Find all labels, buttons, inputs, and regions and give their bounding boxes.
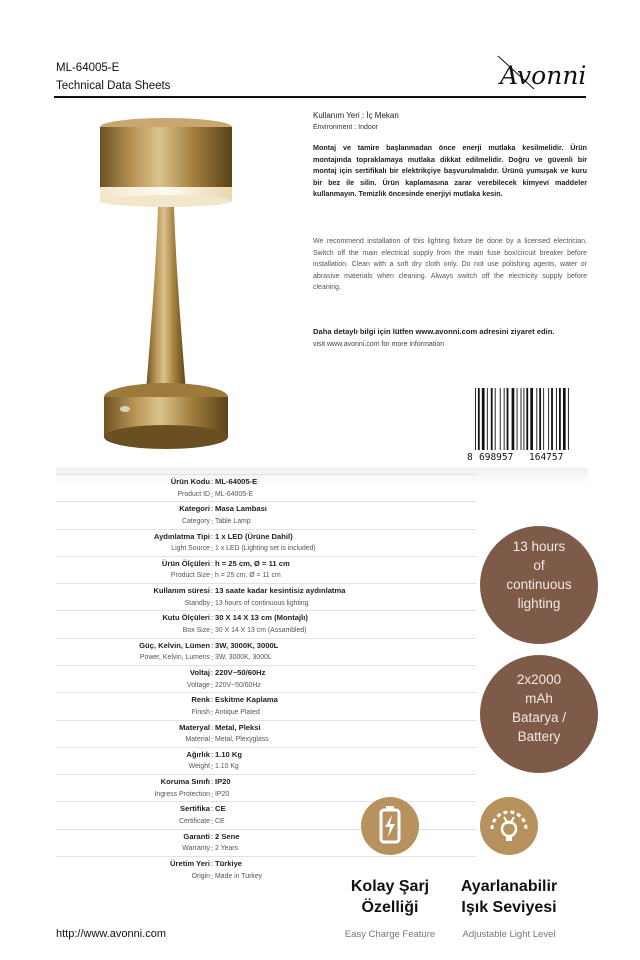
barcode-bar <box>517 388 518 450</box>
spec-label: Standby <box>184 599 210 607</box>
feature-title-charge <box>330 876 450 918</box>
badge-line: continuous <box>506 577 572 592</box>
spec-label: Category <box>182 517 210 525</box>
spec-label: Light Source <box>171 545 210 553</box>
spec-value: IP20 <box>215 790 230 798</box>
spec-label: Ürün Ölçüleri <box>161 558 210 568</box>
spec-colon: : <box>211 613 214 623</box>
spec-row <box>56 488 476 502</box>
spec-colon: : <box>211 871 214 881</box>
spec-value: Made in Turkey <box>215 872 263 880</box>
badge-line: Batarya / <box>511 710 567 725</box>
spec-colon: : <box>211 477 214 486</box>
spec-row <box>56 638 476 652</box>
spec-colon: : <box>211 598 214 608</box>
spec-value: Antique Plated <box>215 708 260 716</box>
spec-row <box>56 474 476 488</box>
barcode-bar <box>491 388 493 450</box>
barcode-bars <box>475 388 569 450</box>
spec-value: 30 X 14 X 13 cm (Montajlı) <box>215 613 308 623</box>
instructions-tr: Montaj ve tamire başlanmadan önce enerji mutlaka kesilmelidir. Ürün montajında topraklamaya mutlaka dikkat edilmelidir. Doğru ve güvenli bir montaj için sertifikalı bir elektrikçiye başvurulmalıdır. Ürünü yumuşak ve kuru bir bez ile silin. Ürün kaplamasına zarar verebilecek kimyevi maddeler kullanmayın. Temizlik öncesinde enerjiyi mutlaka kesin. <box>313 143 587 198</box>
spec-row <box>56 556 476 570</box>
spec-value: 220V~50/60Hz <box>215 667 266 677</box>
barcode-digits-right: 164757 <box>529 452 564 462</box>
barcode-bar <box>530 388 533 450</box>
environment-en: Environment : Indoor <box>313 124 378 131</box>
barcode-digit-first: 8 <box>467 452 473 462</box>
feature-subtitle-dimmer: Adjustable Light Level <box>462 929 556 940</box>
spec-colon: : <box>211 558 214 568</box>
spec-colon: : <box>211 667 214 677</box>
spec-colon: : <box>211 531 214 541</box>
spec-value: 13 saate kadar kesintisiz aydınlatma <box>215 586 346 596</box>
spec-row <box>56 760 476 774</box>
spec-value: Eskitme Kaplama <box>215 695 278 705</box>
spec-colon: : <box>211 516 214 526</box>
barcode-digits-left: 698957 <box>479 452 514 462</box>
feature-title-dimmer <box>448 876 570 918</box>
spec-label: Kategori <box>179 504 210 514</box>
spec-label: Renk <box>191 695 210 705</box>
barcode-bar <box>521 388 522 450</box>
barcode-bar <box>504 388 505 450</box>
spec-label: Box Size <box>182 627 210 635</box>
barcode-bar <box>487 388 488 450</box>
spec-label: Ağırlık <box>186 749 210 759</box>
spec-value: 1.10 Kg <box>215 749 243 759</box>
spec-label: Üretim Yeri <box>170 858 210 868</box>
spec-row <box>56 692 476 706</box>
spec-value: Türkiye <box>215 858 243 868</box>
more-info-tr: Daha detaylı bilgi için lütfen www.avonni.com adresini ziyaret edin. <box>313 327 555 336</box>
spec-row <box>56 679 476 693</box>
barcode <box>466 388 584 462</box>
spec-value: h = 25 cm, Ø = 11 cm <box>215 558 290 568</box>
spec-row <box>56 856 476 870</box>
badge-line: 2x2000 <box>516 672 562 687</box>
spec-colon: : <box>211 544 214 554</box>
spec-row <box>56 597 476 611</box>
spec-label: Materyal <box>179 722 210 732</box>
spec-label: Product Size <box>170 572 210 580</box>
spec-row <box>56 583 476 597</box>
spec-colon: : <box>211 844 214 854</box>
barcode-bar <box>543 388 544 450</box>
spec-row <box>56 665 476 679</box>
barcode-bar <box>512 388 515 450</box>
barcode-bar <box>482 388 485 450</box>
product-code: ML-64005-E <box>56 62 120 74</box>
spec-value: Metal, Pleksi <box>215 722 261 732</box>
product-image <box>82 110 250 456</box>
barcode-bar <box>526 388 528 450</box>
spec-value: CE <box>215 804 226 814</box>
barcode-bar <box>559 388 561 450</box>
spec-row <box>56 515 476 529</box>
spec-row <box>56 774 476 788</box>
spec-colon: : <box>211 626 214 636</box>
barcode-bar <box>495 388 496 450</box>
spec-row <box>56 529 476 543</box>
more-info-en: visit www.avonni.com for more information <box>313 341 445 348</box>
website-link[interactable]: http://www.avonni.com <box>56 928 167 940</box>
document-subtitle: Technical Data Sheets <box>56 80 171 92</box>
spec-label: Ingress Protection <box>154 790 210 798</box>
spec-value: 3W, 3000K, 3000L <box>215 654 272 662</box>
spec-colon: : <box>211 707 214 717</box>
feature-subtitle-charge: Easy Charge Feature <box>344 929 436 940</box>
battery-badge <box>480 655 598 773</box>
avonni-logo <box>494 52 588 94</box>
instructions-en: We recommend installation of this lighting fixture be done by a licensed electrician. Switch off the main electrical supply from the main fuse box/circuit breaker before installation. Clean with a soft dry cloth only. Do not use polishing agents, water or abrasive materials when cleaning. Always switch off the electricity supply before cleaning. <box>313 238 587 292</box>
spec-value: Table Lamp <box>215 517 251 525</box>
spec-colon: : <box>211 571 214 581</box>
spec-label: Kullanım süresi <box>153 586 210 596</box>
spec-label: Power, Kelvin, Lumens <box>139 654 210 662</box>
spec-colon: : <box>211 695 214 705</box>
feature-title-line: Ayarlanabilir <box>460 878 558 895</box>
spec-row <box>56 747 476 761</box>
spec-row <box>56 706 476 720</box>
spec-value: Metal, Plexyglass <box>215 736 269 744</box>
spec-row <box>56 542 476 556</box>
spec-value: 1 x LED (Lighting set is included) <box>215 545 316 553</box>
spec-label: Aydınlatma Tipi <box>153 531 210 541</box>
barcode-bar <box>551 388 553 450</box>
spec-colon: : <box>211 749 214 759</box>
spec-colon: : <box>211 504 214 514</box>
spec-label: Güç, Kelvin, Lümen <box>139 640 210 650</box>
spec-value: h = 25 cm, Ø = 11 cm <box>215 572 281 580</box>
spec-value: Masa Lambası <box>215 504 267 514</box>
barcode-bar <box>536 388 537 450</box>
spec-colon: : <box>211 489 214 499</box>
spec-label: Kutu Ölçüleri <box>162 613 210 623</box>
spec-label: Koruma Sınıfı <box>160 777 210 787</box>
spec-value: 220V~50/60Hz <box>215 681 261 689</box>
spec-row <box>56 624 476 638</box>
barcode-bar <box>539 388 541 450</box>
spec-colon: : <box>211 777 214 787</box>
spec-colon: : <box>211 789 214 799</box>
spec-value: 2 Years <box>215 845 238 853</box>
spec-label: Warranty <box>182 845 210 853</box>
spec-value: 1 x LED (Ürüne Dahil) <box>215 531 293 541</box>
spec-value: ML-64005-E <box>215 490 253 498</box>
spec-row <box>56 610 476 624</box>
badge-line: mAh <box>525 691 553 706</box>
badge-line: of <box>533 558 545 573</box>
barcode-bar <box>548 388 549 450</box>
spec-row <box>56 569 476 583</box>
spec-colon: : <box>211 722 214 732</box>
feature-title-line: Özelliği <box>361 899 419 916</box>
spec-row <box>56 501 476 515</box>
spec-label: Sertifika <box>180 804 210 814</box>
spec-row <box>56 733 476 747</box>
barcode-bar <box>507 388 509 450</box>
barcode-bar <box>478 388 480 450</box>
spec-value: 2 Sene <box>215 831 240 841</box>
spec-colon: : <box>211 858 214 868</box>
spec-value: ML-64005-E <box>215 477 258 486</box>
spec-value: 1.10 Kg <box>215 763 239 771</box>
spec-label: Material <box>185 736 210 744</box>
spec-label: Product ID <box>177 490 210 498</box>
environment-tr: Kullanım Yeri : İç Mekan <box>313 111 399 120</box>
spec-label: Finish <box>191 708 210 716</box>
spec-value: CE <box>215 818 225 826</box>
svg-text:Avonni: Avonni <box>500 61 587 90</box>
feature-title-line: Kolay Şarj <box>350 878 430 895</box>
lighting-duration-badge <box>480 526 598 644</box>
spec-value: 13 hours of continuous lighting <box>215 599 309 607</box>
spec-colon: : <box>211 762 214 772</box>
spec-value: 30 X 14 X 13 cm (Assambled) <box>215 627 307 635</box>
spec-colon: : <box>211 804 214 814</box>
barcode-bar <box>523 388 524 450</box>
badge-line: 13 hours <box>512 539 566 554</box>
badge-line: Battery <box>517 729 561 744</box>
barcode-bar <box>563 388 566 450</box>
spec-label: Voltage <box>187 681 210 689</box>
feature-title-line: Işık Seviyesi <box>461 899 557 916</box>
spec-label: Certificate <box>178 818 210 826</box>
spec-label: Garanti <box>183 831 210 841</box>
battery-charge-icon <box>361 797 419 855</box>
spec-colon: : <box>211 640 214 650</box>
spec-colon: : <box>211 735 214 745</box>
spec-value: 3W, 3000K, 3000L <box>215 640 279 650</box>
header-divider <box>54 96 586 98</box>
spec-label: Weight <box>188 763 210 771</box>
spec-label: Origin <box>191 872 210 880</box>
barcode-bar <box>475 388 476 450</box>
dimmer-bulb-icon <box>480 797 538 855</box>
spec-label: Voltaj <box>189 667 210 677</box>
spec-row <box>56 720 476 734</box>
spec-colon: : <box>211 680 214 690</box>
barcode-bar <box>556 388 557 450</box>
spec-colon: : <box>211 817 214 827</box>
badge-line: lighting <box>517 596 561 611</box>
spec-row <box>56 651 476 665</box>
barcode-bar <box>500 388 501 450</box>
spec-colon: : <box>211 831 214 841</box>
spec-label: Ürün Kodu <box>170 477 210 486</box>
spec-colon: : <box>211 586 214 596</box>
spec-value: IP20 <box>215 777 231 787</box>
barcode-bar <box>568 388 569 450</box>
spec-colon: : <box>211 653 214 663</box>
